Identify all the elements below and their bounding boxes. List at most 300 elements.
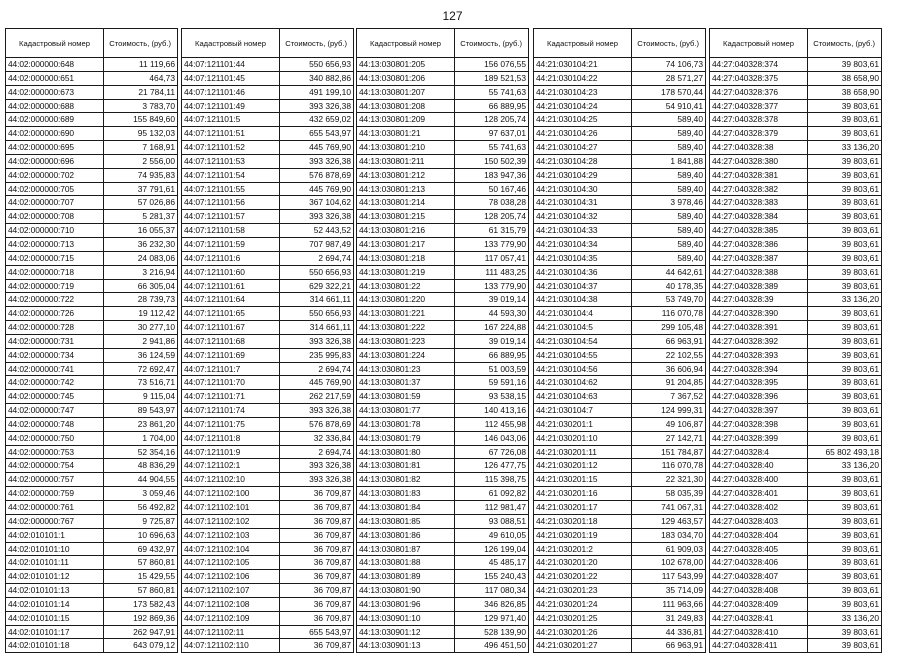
cost-cell: 36 709,87 xyxy=(280,514,354,528)
cadastral-number-cell: 44:07:121102:10 xyxy=(182,473,280,487)
cadastral-number-cell: 44:02:000000:708 xyxy=(6,210,104,224)
cadastral-number-cell: 44:02:010101:18 xyxy=(6,639,104,653)
cost-cell: 741 067,31 xyxy=(632,501,706,515)
cost-cell: 66 305,04 xyxy=(104,279,178,293)
table-row xyxy=(182,168,354,182)
cost-cell: 173 582,43 xyxy=(104,597,178,611)
table-row xyxy=(534,431,706,445)
table-row xyxy=(6,113,178,127)
table-row xyxy=(710,376,882,390)
table-row xyxy=(534,127,706,141)
table-row xyxy=(534,501,706,515)
table-row xyxy=(6,625,178,639)
table-row xyxy=(710,417,882,431)
cadastral-number-cell: 44:02:010101:12 xyxy=(6,570,104,584)
cost-cell: 40 178,35 xyxy=(632,279,706,293)
cost-cell: 178 570,44 xyxy=(632,85,706,99)
cadastral-number-cell: 44:07:121102:104 xyxy=(182,542,280,556)
cadastral-number-cell: 44:02:000000:767 xyxy=(6,514,104,528)
cadastral-number-cell: 44:13:030801:217 xyxy=(357,237,455,251)
table-row xyxy=(182,542,354,556)
table-row xyxy=(182,390,354,404)
table-row xyxy=(6,85,178,99)
table-row xyxy=(710,514,882,528)
cadastral-number-cell: 44:13:030801:206 xyxy=(357,71,455,85)
table-row xyxy=(710,279,882,293)
cadastral-number-cell: 44:07:121101:61 xyxy=(182,279,280,293)
table-row xyxy=(6,334,178,348)
cadastral-number-cell: 44:02:000000:750 xyxy=(6,431,104,445)
cadastral-number-cell: 44:13:030801:23 xyxy=(357,362,455,376)
cadastral-number-cell: 44:07:121102:106 xyxy=(182,570,280,584)
cadastral-number-cell: 44:27:040328:383 xyxy=(710,196,808,210)
cost-cell: 129 463,57 xyxy=(632,514,706,528)
cadastral-number-cell: 44:07:121101:44 xyxy=(182,58,280,72)
cadastral-number-cell: 44:27:040328:375 xyxy=(710,71,808,85)
cadastral-number-cell: 44:07:121102:100 xyxy=(182,487,280,501)
table-row xyxy=(710,251,882,265)
cost-cell: 126 199,04 xyxy=(455,542,529,556)
cadastral-number-cell: 44:07:121101:45 xyxy=(182,71,280,85)
cadastral-number-cell: 44:07:121101:51 xyxy=(182,127,280,141)
cadastral-number-cell: 44:07:121101:8 xyxy=(182,431,280,445)
cost-cell: 133 779,90 xyxy=(455,237,529,251)
table-row xyxy=(710,196,882,210)
cadastral-number-cell: 44:21:030104:29 xyxy=(534,168,632,182)
table-row xyxy=(357,348,529,362)
cadastral-number-cell: 44:21:030104:22 xyxy=(534,71,632,85)
table-row xyxy=(710,487,882,501)
cost-cell: 167 224,88 xyxy=(455,321,529,335)
cadastral-number-cell: 44:27:040328:411 xyxy=(710,639,808,653)
cadastral-number-cell: 44:07:121101:57 xyxy=(182,210,280,224)
cadastral-number-cell: 44:21:030104:38 xyxy=(534,293,632,307)
table-row xyxy=(182,321,354,335)
cadastral-number-cell: 44:07:121101:56 xyxy=(182,196,280,210)
cadastral-number-cell: 44:13:030801:213 xyxy=(357,182,455,196)
cadastral-number-cell: 44:27:040328:403 xyxy=(710,514,808,528)
cost-cell: 66 963,91 xyxy=(632,639,706,653)
cost-cell: 9 725,87 xyxy=(104,514,178,528)
cadastral-number-cell: 44:07:121102:107 xyxy=(182,584,280,598)
cost-cell: 59 591,16 xyxy=(455,376,529,390)
cadastral-number-cell: 44:21:030201:18 xyxy=(534,514,632,528)
table-row xyxy=(357,404,529,418)
cadastral-number-cell: 44:13:030801:78 xyxy=(357,417,455,431)
table-row xyxy=(357,113,529,127)
cost-cell: 39 803,61 xyxy=(808,473,882,487)
cost-cell: 155 240,43 xyxy=(455,570,529,584)
cadastral-number-cell: 44:07:121101:65 xyxy=(182,307,280,321)
header-cost: Стоимость, (руб.) xyxy=(104,29,178,58)
cost-cell: 116 070,78 xyxy=(632,307,706,321)
cost-cell: 39 019,14 xyxy=(455,334,529,348)
cadastral-number-cell: 44:02:000000:702 xyxy=(6,168,104,182)
cost-cell: 393 326,38 xyxy=(280,154,354,168)
cost-cell: 112 455,98 xyxy=(455,417,529,431)
cadastral-number-cell: 44:02:000000:719 xyxy=(6,279,104,293)
cost-cell: 39 803,61 xyxy=(808,279,882,293)
cost-cell: 3 059,46 xyxy=(104,487,178,501)
cadastral-number-cell: 44:21:030104:31 xyxy=(534,196,632,210)
table-row xyxy=(182,625,354,639)
cadastral-number-cell: 44:27:040328:409 xyxy=(710,597,808,611)
cost-cell: 589,40 xyxy=(632,251,706,265)
table-row xyxy=(534,168,706,182)
cadastral-number-cell: 44:27:040328:393 xyxy=(710,348,808,362)
table-row xyxy=(182,362,354,376)
table-row xyxy=(357,127,529,141)
table-row xyxy=(357,210,529,224)
table-row xyxy=(534,113,706,127)
cadastral-number-cell: 44:27:040328:396 xyxy=(710,390,808,404)
cadastral-number-cell: 44:13:030801:216 xyxy=(357,224,455,238)
table-row xyxy=(534,71,706,85)
table-row xyxy=(182,99,354,113)
table-row xyxy=(357,279,529,293)
cadastral-number-cell: 44:07:121101:7 xyxy=(182,362,280,376)
cadastral-number-cell: 44:07:121101:75 xyxy=(182,417,280,431)
cadastral-number-cell: 44:21:030201:27 xyxy=(534,639,632,653)
cadastral-number-cell: 44:07:121101:55 xyxy=(182,182,280,196)
cadastral-number-cell: 44:13:030801:205 xyxy=(357,58,455,72)
cadastral-number-cell: 44:27:040328:380 xyxy=(710,154,808,168)
cost-cell: 50 167,46 xyxy=(455,182,529,196)
cadastral-table xyxy=(533,28,706,653)
cost-cell: 576 878,69 xyxy=(280,168,354,182)
cost-cell: 464,73 xyxy=(104,71,178,85)
cadastral-number-cell: 44:21:030201:1 xyxy=(534,417,632,431)
cost-cell: 22 102,55 xyxy=(632,348,706,362)
table-row xyxy=(182,196,354,210)
table-row xyxy=(357,321,529,335)
cost-cell: 117 080,34 xyxy=(455,584,529,598)
cost-cell: 39 803,61 xyxy=(808,376,882,390)
table-row xyxy=(357,597,529,611)
table-row xyxy=(182,487,354,501)
cost-cell: 44 904,55 xyxy=(104,473,178,487)
cost-cell: 299 105,48 xyxy=(632,321,706,335)
table-row xyxy=(534,542,706,556)
cost-cell: 111 963,66 xyxy=(632,597,706,611)
table-row xyxy=(6,570,178,584)
table-row xyxy=(182,501,354,515)
table-row xyxy=(6,390,178,404)
cost-cell: 589,40 xyxy=(632,141,706,155)
cadastral-number-cell: 44:27:040328:390 xyxy=(710,307,808,321)
table-row xyxy=(6,611,178,625)
cadastral-number-cell: 44:27:040328:407 xyxy=(710,570,808,584)
table-row xyxy=(6,293,178,307)
cost-cell: 629 322,21 xyxy=(280,279,354,293)
cadastral-number-cell: 44:27:040328:400 xyxy=(710,473,808,487)
cost-cell: 39 803,61 xyxy=(808,487,882,501)
cadastral-number-cell: 44:27:040328:384 xyxy=(710,210,808,224)
table-row xyxy=(6,141,178,155)
cadastral-number-cell: 44:21:030104:23 xyxy=(534,85,632,99)
cadastral-number-cell: 44:27:040328:395 xyxy=(710,376,808,390)
cadastral-number-cell: 44:27:040328:401 xyxy=(710,487,808,501)
cadastral-number-cell: 44:21:030104:24 xyxy=(534,99,632,113)
table-row xyxy=(357,417,529,431)
table-row xyxy=(357,459,529,473)
cost-cell: 10 696,63 xyxy=(104,528,178,542)
cadastral-number-cell: 44:13:030801:218 xyxy=(357,251,455,265)
table-row xyxy=(182,224,354,238)
cost-cell: 39 803,61 xyxy=(808,542,882,556)
table-row xyxy=(534,404,706,418)
cadastral-number-cell: 44:13:030801:221 xyxy=(357,307,455,321)
cadastral-number-cell: 44:21:030104:26 xyxy=(534,127,632,141)
cost-cell: 36 606,94 xyxy=(632,362,706,376)
table-row xyxy=(534,224,706,238)
table-row xyxy=(534,307,706,321)
cadastral-number-cell: 44:21:030104:7 xyxy=(534,404,632,418)
cadastral-number-cell: 44:02:000000:710 xyxy=(6,224,104,238)
cost-cell: 45 485,17 xyxy=(455,556,529,570)
cost-cell: 589,40 xyxy=(632,113,706,127)
cadastral-number-cell: 44:13:030801:207 xyxy=(357,85,455,99)
cost-cell: 589,40 xyxy=(632,127,706,141)
header-cadastral-number: Кадастровый номер xyxy=(6,29,104,58)
table-row xyxy=(357,584,529,598)
table-row xyxy=(710,237,882,251)
cadastral-number-cell: 44:27:040328:404 xyxy=(710,528,808,542)
cadastral-number-cell: 44:13:030901:13 xyxy=(357,639,455,653)
table-row xyxy=(6,154,178,168)
cost-cell: 2 694,74 xyxy=(280,251,354,265)
cost-cell: 36 709,87 xyxy=(280,584,354,598)
cadastral-number-cell: 44:21:030201:25 xyxy=(534,611,632,625)
cadastral-number-cell: 44:02:000000:696 xyxy=(6,154,104,168)
cadastral-number-cell: 44:07:121101:49 xyxy=(182,99,280,113)
cost-cell: 93 538,15 xyxy=(455,390,529,404)
table-row xyxy=(710,445,882,459)
cadastral-number-cell: 44:13:030801:82 xyxy=(357,473,455,487)
table-row xyxy=(182,431,354,445)
cost-cell: 73 516,71 xyxy=(104,376,178,390)
cadastral-number-cell: 44:07:121102:103 xyxy=(182,528,280,542)
cost-cell: 39 803,61 xyxy=(808,390,882,404)
table-row xyxy=(710,210,882,224)
cost-cell: 128 205,74 xyxy=(455,113,529,127)
table-row xyxy=(710,362,882,376)
cost-cell: 133 779,90 xyxy=(455,279,529,293)
cadastral-number-cell: 44:13:030801:81 xyxy=(357,459,455,473)
table-row xyxy=(182,348,354,362)
cadastral-number-cell: 44:21:030104:37 xyxy=(534,279,632,293)
cadastral-number-cell: 44:07:121101:58 xyxy=(182,224,280,238)
cadastral-number-cell: 44:13:030801:84 xyxy=(357,501,455,515)
cost-cell: 192 869,36 xyxy=(104,611,178,625)
cost-cell: 707 987,49 xyxy=(280,237,354,251)
table-row xyxy=(357,570,529,584)
cadastral-number-cell: 44:13:030801:96 xyxy=(357,597,455,611)
cadastral-number-cell: 44:02:000000:759 xyxy=(6,487,104,501)
cadastral-number-cell: 44:02:000000:754 xyxy=(6,459,104,473)
table-row xyxy=(357,196,529,210)
cost-cell: 67 726,08 xyxy=(455,445,529,459)
cadastral-number-cell: 44:27:040328:40 xyxy=(710,459,808,473)
table-row xyxy=(710,182,882,196)
cost-cell: 39 803,61 xyxy=(808,514,882,528)
cadastral-number-cell: 44:27:040328:388 xyxy=(710,265,808,279)
table-row xyxy=(6,584,178,598)
table-row xyxy=(6,265,178,279)
header-cadastral-number: Кадастровый номер xyxy=(357,29,455,58)
table-row xyxy=(534,639,706,653)
cost-cell: 39 803,61 xyxy=(808,127,882,141)
cadastral-number-cell: 44:02:000000:715 xyxy=(6,251,104,265)
cadastral-number-cell: 44:21:030104:25 xyxy=(534,113,632,127)
cost-cell: 314 661,11 xyxy=(280,293,354,307)
cost-cell: 74 106,73 xyxy=(632,58,706,72)
cadastral-number-cell: 44:07:121102:105 xyxy=(182,556,280,570)
table-row xyxy=(534,459,706,473)
header-cost: Стоимость, (руб.) xyxy=(808,29,882,58)
header-cadastral-number: Кадастровый номер xyxy=(710,29,808,58)
cadastral-number-cell: 44:21:030104:35 xyxy=(534,251,632,265)
cadastral-number-cell: 44:27:040328:379 xyxy=(710,127,808,141)
cost-cell: 36 709,87 xyxy=(280,487,354,501)
cadastral-number-cell: 44:02:000000:707 xyxy=(6,196,104,210)
table-row xyxy=(182,556,354,570)
cost-cell: 15 429,55 xyxy=(104,570,178,584)
cost-cell: 24 083,06 xyxy=(104,251,178,265)
cost-cell: 117 057,41 xyxy=(455,251,529,265)
cost-cell: 38 658,90 xyxy=(808,71,882,85)
cost-cell: 39 803,61 xyxy=(808,154,882,168)
cost-cell: 28 571,27 xyxy=(632,71,706,85)
cadastral-number-cell: 44:21:030104:62 xyxy=(534,376,632,390)
cadastral-number-cell: 44:13:030801:85 xyxy=(357,514,455,528)
cadastral-number-cell: 44:02:000000:722 xyxy=(6,293,104,307)
table-row xyxy=(357,307,529,321)
table-row xyxy=(534,445,706,459)
cadastral-number-cell: 44:13:030801:88 xyxy=(357,556,455,570)
cadastral-number-cell: 44:07:121102:102 xyxy=(182,514,280,528)
cost-cell: 576 878,69 xyxy=(280,417,354,431)
cost-cell: 39 803,61 xyxy=(808,168,882,182)
cadastral-number-cell: 44:02:010101:17 xyxy=(6,625,104,639)
table-row xyxy=(182,404,354,418)
table-row xyxy=(534,196,706,210)
cost-cell: 53 749,70 xyxy=(632,293,706,307)
cost-cell: 44 593,30 xyxy=(455,307,529,321)
table-row xyxy=(182,584,354,598)
table-row xyxy=(182,265,354,279)
cost-cell: 52 354,16 xyxy=(104,445,178,459)
cadastral-number-cell: 44:27:040328:410 xyxy=(710,625,808,639)
table-row xyxy=(357,293,529,307)
table-row xyxy=(182,154,354,168)
cost-cell: 102 678,00 xyxy=(632,556,706,570)
cost-cell: 61 315,79 xyxy=(455,224,529,238)
table-row xyxy=(534,251,706,265)
table-row xyxy=(710,334,882,348)
cadastral-number-cell: 44:13:030801:87 xyxy=(357,542,455,556)
cost-cell: 39 019,14 xyxy=(455,293,529,307)
cost-cell: 550 656,93 xyxy=(280,58,354,72)
cadastral-number-cell: 44:13:030801:224 xyxy=(357,348,455,362)
table-row xyxy=(182,459,354,473)
table-row xyxy=(534,154,706,168)
cost-cell: 39 803,61 xyxy=(808,404,882,418)
table-row xyxy=(182,611,354,625)
cost-cell: 66 963,91 xyxy=(632,334,706,348)
cadastral-number-cell: 44:07:121101:64 xyxy=(182,293,280,307)
table-row xyxy=(710,528,882,542)
cadastral-number-cell: 44:27:040328:39 xyxy=(710,293,808,307)
cost-cell: 89 543,97 xyxy=(104,404,178,418)
header-cost: Стоимость, (руб.) xyxy=(280,29,354,58)
table-row xyxy=(534,362,706,376)
table-row xyxy=(357,431,529,445)
table-row xyxy=(534,58,706,72)
cadastral-number-cell: 44:02:000000:688 xyxy=(6,99,104,113)
cost-cell: 39 803,61 xyxy=(808,570,882,584)
cadastral-number-cell: 44:27:040328:398 xyxy=(710,417,808,431)
cost-cell: 39 803,61 xyxy=(808,224,882,238)
cadastral-number-cell: 44:13:030801:89 xyxy=(357,570,455,584)
table-row xyxy=(710,348,882,362)
cadastral-number-cell: 44:02:010101:15 xyxy=(6,611,104,625)
cadastral-number-cell: 44:13:030801:219 xyxy=(357,265,455,279)
cadastral-number-cell: 44:13:030801:77 xyxy=(357,404,455,418)
table-row xyxy=(534,348,706,362)
cadastral-number-cell: 44:27:040328:397 xyxy=(710,404,808,418)
cost-cell: 72 692,47 xyxy=(104,362,178,376)
table-row xyxy=(357,362,529,376)
cost-cell: 393 326,38 xyxy=(280,459,354,473)
cost-cell: 39 803,61 xyxy=(808,556,882,570)
cost-cell: 55 741,63 xyxy=(455,85,529,99)
cadastral-number-cell: 44:21:030201:23 xyxy=(534,584,632,598)
cost-cell: 393 326,38 xyxy=(280,210,354,224)
cadastral-number-cell: 44:07:121101:46 xyxy=(182,85,280,99)
cadastral-number-cell: 44:02:000000:651 xyxy=(6,71,104,85)
cadastral-number-cell: 44:27:040328:389 xyxy=(710,279,808,293)
cadastral-number-cell: 44:02:000000:734 xyxy=(6,348,104,362)
cadastral-number-cell: 44:07:121101:6 xyxy=(182,251,280,265)
cadastral-number-cell: 44:13:030801:212 xyxy=(357,168,455,182)
table-row xyxy=(6,542,178,556)
cost-cell: 57 860,81 xyxy=(104,556,178,570)
table-row xyxy=(710,307,882,321)
cadastral-number-cell: 44:02:000000:713 xyxy=(6,237,104,251)
cost-cell: 38 658,90 xyxy=(808,85,882,99)
cadastral-number-cell: 44:21:030104:28 xyxy=(534,154,632,168)
header-cost: Стоимость, (руб.) xyxy=(632,29,706,58)
cost-cell: 496 451,50 xyxy=(455,639,529,653)
cadastral-number-cell: 44:02:000000:718 xyxy=(6,265,104,279)
cadastral-number-cell: 44:21:030201:10 xyxy=(534,431,632,445)
table-row xyxy=(6,487,178,501)
table-row xyxy=(182,141,354,155)
table-row xyxy=(182,293,354,307)
table-row xyxy=(6,431,178,445)
cadastral-number-cell: 44:21:030201:19 xyxy=(534,528,632,542)
table-row xyxy=(710,584,882,598)
table-row xyxy=(182,237,354,251)
table-row xyxy=(182,417,354,431)
table-row xyxy=(6,210,178,224)
cadastral-number-cell: 44:07:121101:70 xyxy=(182,376,280,390)
table-row xyxy=(534,611,706,625)
cost-cell: 189 521,53 xyxy=(455,71,529,85)
table-row xyxy=(710,431,882,445)
table-row xyxy=(357,168,529,182)
